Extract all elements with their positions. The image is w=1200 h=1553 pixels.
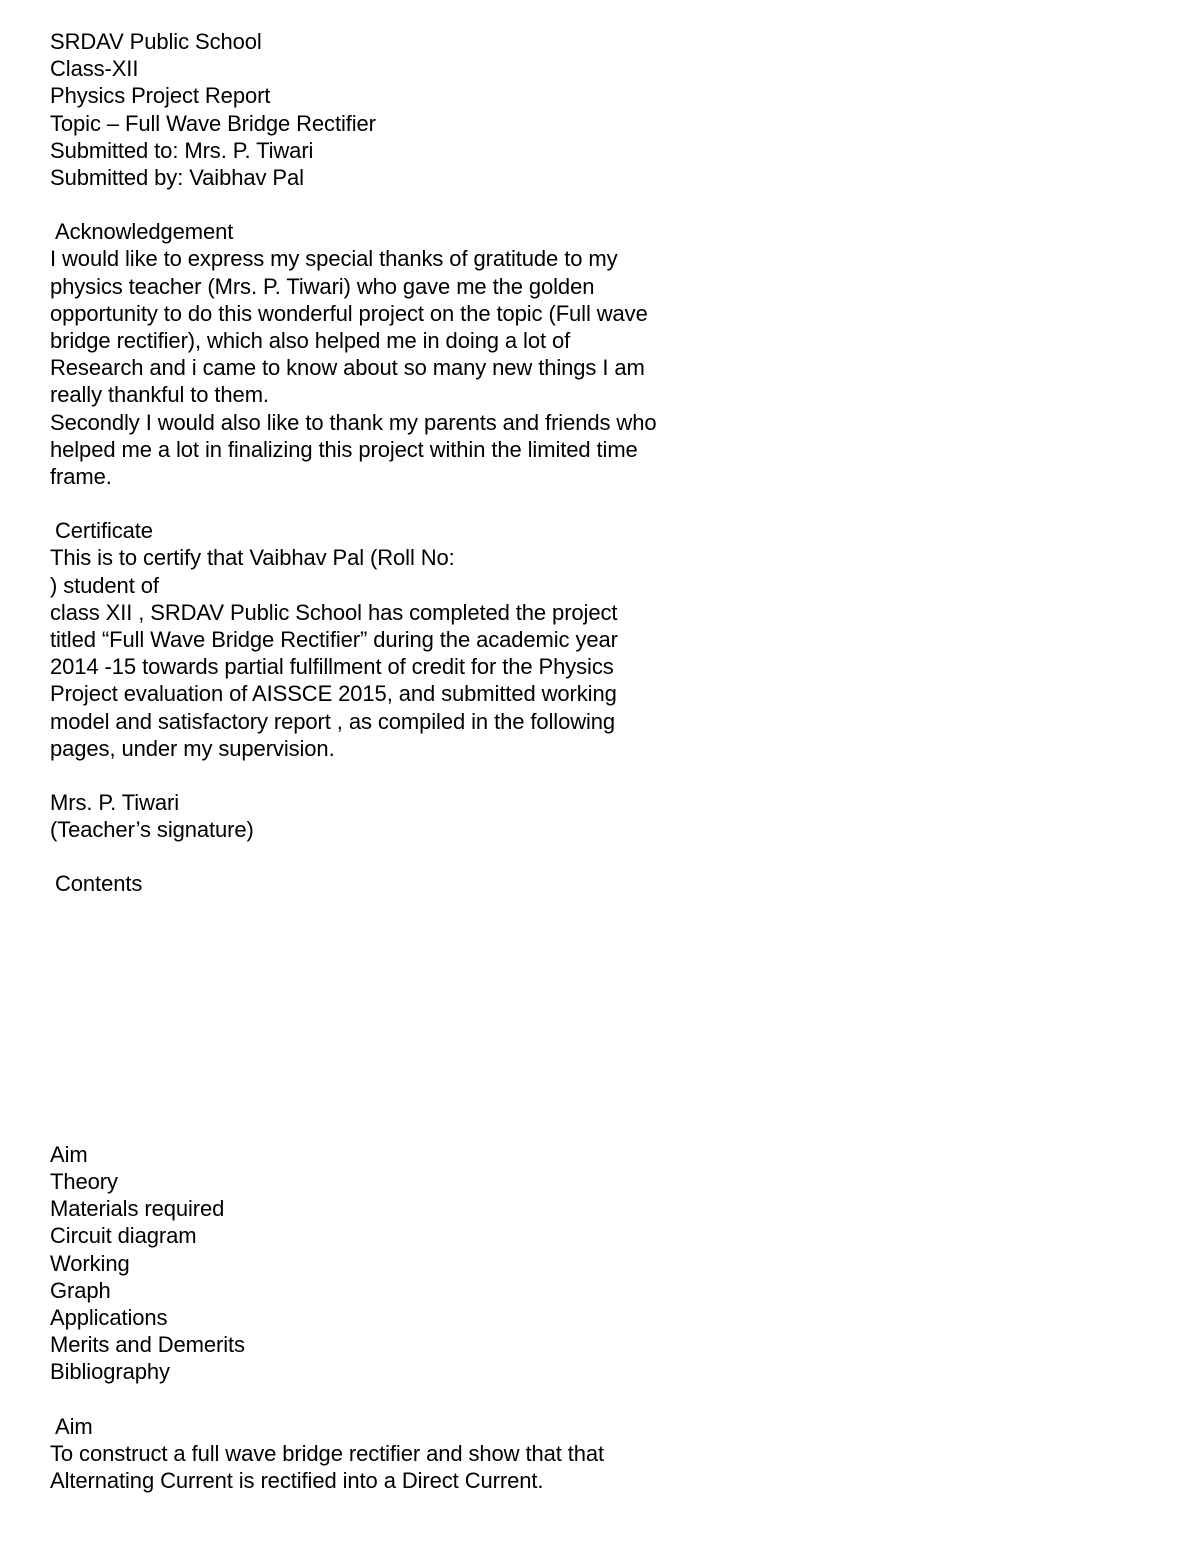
aim-line: Alternating Current is rectified into a Direct Current.: [50, 1467, 544, 1493]
submitted-to: Submitted to: Mrs. P. Tiwari: [50, 137, 314, 163]
spacer: [50, 490, 730, 517]
acknowledgement-line: opportunity to do this wonderful project on the topic (Full wave: [50, 300, 648, 326]
certificate-line: Project evaluation of AISSCE 2015, and submitted working: [50, 681, 617, 707]
class-label: Class-XII: [50, 56, 139, 82]
signatory-name: Mrs. P. Tiwari: [50, 790, 179, 816]
spacer: [50, 762, 730, 789]
spacer: [50, 1386, 730, 1413]
acknowledgement-body: [50, 245, 730, 490]
signature-label: (Teacher’s signature): [50, 817, 254, 843]
submitted-by: Submitted by: Vaibhav Pal: [50, 165, 304, 191]
certificate-heading: Certificate: [55, 518, 153, 544]
contents-item: Bibliography: [50, 1359, 170, 1385]
acknowledgement-line: bridge rectifier), which also helped me in doing a lot of: [50, 328, 571, 354]
spacer: [50, 843, 730, 870]
title-block: [50, 28, 730, 191]
contents-item: Applications: [50, 1304, 168, 1330]
contents-heading: Contents: [55, 871, 143, 897]
contents-item: Theory: [50, 1168, 118, 1194]
contents-item: Graph: [50, 1277, 111, 1303]
contents-list: [50, 1141, 730, 1386]
contents-item: Merits and Demerits: [50, 1332, 245, 1358]
certificate-section: [50, 517, 730, 843]
acknowledgement-line: really thankful to them.: [50, 382, 269, 408]
contents-item: Aim: [50, 1141, 88, 1167]
certificate-line: class XII , SRDAV Public School has completed the project: [50, 599, 618, 625]
acknowledgement-line: Secondly I would also like to thank my parents and friends who: [50, 409, 657, 435]
acknowledgement-line: helped me a lot in finalizing this project within the limited time: [50, 436, 638, 462]
contents-item: Materials required: [50, 1196, 225, 1222]
school-name: SRDAV Public School: [50, 29, 262, 54]
acknowledgement-section: [50, 218, 730, 490]
aim-line: To construct a full wave bridge rectifier and show that that: [50, 1440, 605, 1466]
certificate-line: ) student of: [50, 572, 159, 598]
certificate-line: This is to certify that Vaibhav Pal (Roll No:: [50, 545, 455, 571]
acknowledgement-line: Research and i came to know about so many new things I am: [50, 355, 645, 381]
acknowledgement-line: physics teacher (Mrs. P. Tiwari) who gave me the golden: [50, 273, 595, 299]
certificate-line: model and satisfactory report , as compiled in the following: [50, 708, 616, 734]
contents-section: [50, 870, 730, 1385]
topic-line: Topic – Full Wave Bridge Rectifier: [50, 110, 376, 136]
acknowledgement-heading: Acknowledgement: [55, 219, 234, 245]
contents-item: Working: [50, 1250, 130, 1276]
contents-item: Circuit diagram: [50, 1223, 197, 1249]
report-title: Physics Project Report: [50, 83, 271, 109]
aim-section: [50, 1413, 730, 1495]
contents-blank-area: [50, 898, 730, 1141]
document-page: [50, 28, 730, 1494]
certificate-line: pages, under my supervision.: [50, 735, 335, 761]
certificate-line: titled “Full Wave Bridge Rectifier” during the academic year: [50, 627, 618, 653]
spacer: [50, 191, 730, 218]
acknowledgement-line: frame.: [50, 464, 112, 490]
aim-heading: Aim: [55, 1413, 93, 1439]
acknowledgement-line: I would like to express my special thanks of gratitude to my: [50, 246, 618, 272]
certificate-line: 2014 -15 towards partial fulfillment of credit for the Physics: [50, 654, 614, 680]
certificate-body: [50, 544, 730, 762]
